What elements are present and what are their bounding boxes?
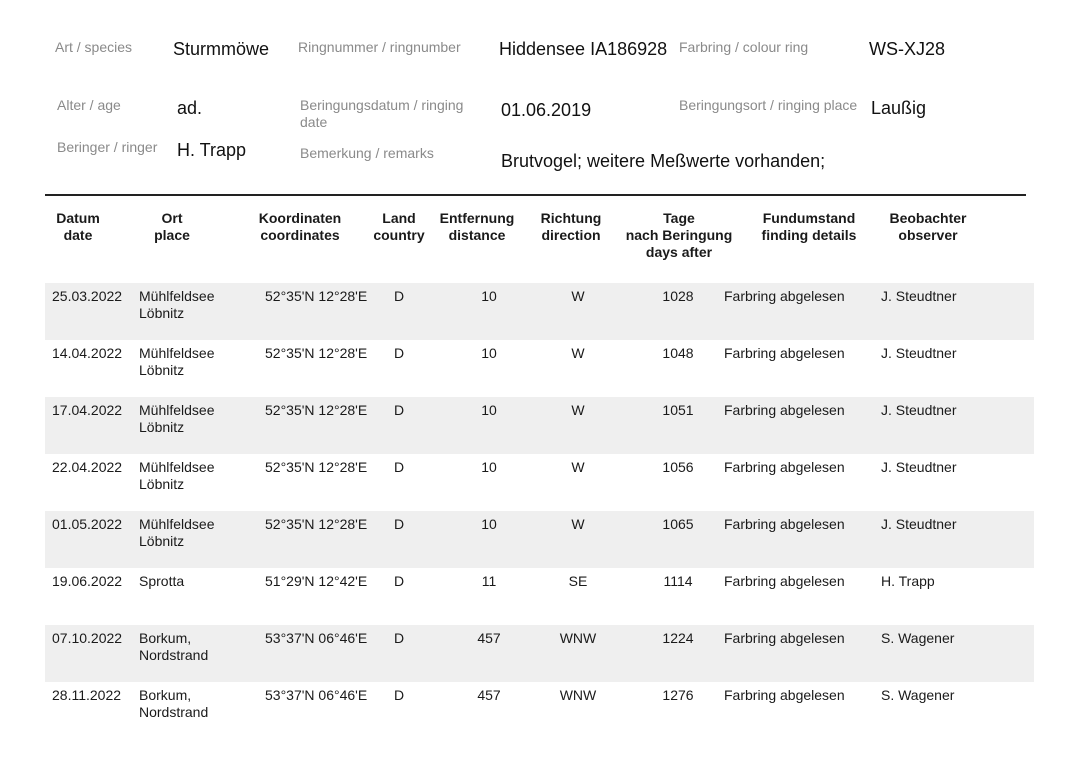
ringing-date-value: 01.06.2019 [501,100,592,120]
column-header-line: Koordinaten [258,210,342,226]
column-header-line: country [373,227,425,243]
days-cell: 1114 [663,573,693,589]
ringing-place-label: Beringungsort / ringing place [679,97,858,113]
country-cell: D [393,459,405,475]
place-line: Mühlfeldsee [139,345,215,361]
direction-cell: SE [568,573,588,589]
table-row [45,340,1034,397]
column-header-line: direction [541,227,601,243]
country-cell: D [393,687,405,703]
direction-cell: W [571,459,585,475]
remarks-value: Brutvogel; weitere Meßwerte vorhanden; [501,151,826,171]
date-cell: 28.11.2022 [52,687,122,703]
date-cell: 19.06.2022 [52,573,123,589]
place-cell [139,630,249,664]
days-cell: 1276 [662,687,694,703]
place-line: Löbnitz [139,362,185,378]
place-cell [139,288,249,322]
ringnumber-value: Hiddensee IA186928 [499,39,668,59]
column-header-line: nach Beringung [625,227,733,243]
coordinates-cell: 52°35'N 12°28'E [265,345,368,361]
country-cell: D [393,288,405,304]
column-header [858,210,998,244]
table-row [45,511,1034,568]
header-divider [45,194,1026,196]
distance-cell: 10 [481,288,497,304]
column-header-line: Richtung [540,210,602,226]
table-row [45,397,1034,454]
finding-details-cell: Farbring abgelesen [724,630,845,646]
country-cell: D [393,630,405,646]
column-header-line: coordinates [260,227,340,243]
date-cell: 22.04.2022 [52,459,123,475]
coordinates-cell: 52°35'N 12°28'E [265,459,368,475]
observer-cell: J. Steudtner [881,345,957,361]
distance-cell: 10 [481,459,497,475]
ringnumber-label: Ringnummer / ringnumber [298,39,461,55]
ringing-place-value: Laußig [871,98,927,118]
date-cell: 01.05.2022 [52,516,123,532]
finding-details-cell: Farbring abgelesen [724,345,845,361]
ringer-label: Beringer / ringer [57,139,158,155]
column-header-line: Tage [663,210,695,226]
place-cell [139,402,249,436]
place-cell [139,345,249,379]
table-row [45,682,1034,739]
observer-cell: J. Steudtner [881,402,957,418]
country-cell: D [393,402,405,418]
place-line: Borkum, [139,630,192,646]
place-line: Nordstrand [139,647,209,663]
finding-details-cell: Farbring abgelesen [724,288,845,304]
column-header-line: finding details [761,227,857,243]
observer-cell: S. Wagener [881,630,955,646]
direction-cell: W [571,288,585,304]
observer-cell: J. Steudtner [881,288,957,304]
table-row [45,568,1034,625]
species-label: Art / species [55,39,133,55]
place-cell [139,687,249,721]
coordinates-cell: 53°37'N 06°46'E [265,687,368,703]
column-header-line: distance [448,227,506,243]
finding-details-cell: Farbring abgelesen [724,687,845,703]
colour-ring-value: WS-XJ28 [869,39,946,59]
ringing-date-label: Beringungsdatum / ringing date [300,97,464,130]
remarks-label: Bemerkung / remarks [300,145,434,161]
place-line: Borkum, [139,687,192,703]
column-header [609,210,749,261]
days-cell: 1056 [662,459,694,475]
place-line: Sprotta [139,573,185,589]
place-line: Löbnitz [139,305,185,321]
place-line: Löbnitz [139,419,185,435]
direction-cell: WNW [559,630,597,646]
place-line: Nordstrand [139,704,209,720]
place-line: Mühlfeldsee [139,402,215,418]
column-header-line: Beobachter [889,210,967,226]
days-cell: 1028 [662,288,694,304]
days-cell: 1065 [662,516,694,532]
column-header-line: date [63,227,93,243]
coordinates-cell: 52°35'N 12°28'E [265,516,368,532]
coordinates-cell: 52°35'N 12°28'E [265,288,368,304]
observer-cell: H. Trapp [881,573,935,589]
days-cell: 1048 [662,345,694,361]
direction-cell: WNW [559,687,597,703]
ringer-value: H. Trapp [177,140,247,160]
distance-cell: 457 [477,630,501,646]
column-header-line: place [154,227,190,243]
days-cell: 1051 [662,402,694,418]
distance-cell: 10 [481,402,497,418]
country-cell: D [393,345,405,361]
finding-details-cell: Farbring abgelesen [724,516,845,532]
observer-cell: J. Steudtner [881,516,957,532]
direction-cell: W [571,516,585,532]
direction-cell: W [571,345,585,361]
place-line: Löbnitz [139,476,185,492]
date-cell: 25.03.2022 [52,288,123,304]
table-row [45,283,1034,340]
column-header-line: observer [898,227,958,243]
distance-cell: 11 [481,573,497,589]
finding-details-cell: Farbring abgelesen [724,573,845,589]
age-label: Alter / age [57,97,121,113]
age-value: ad. [177,98,203,118]
date-cell: 07.10.2022 [52,630,123,646]
days-cell: 1224 [662,630,694,646]
country-cell: D [393,573,405,589]
coordinates-cell: 52°35'N 12°28'E [265,402,368,418]
place-cell [139,459,249,493]
column-header-line: Land [382,210,416,226]
column-header-line: days after [645,244,713,260]
column-header-line: Ort [161,210,183,226]
place-line: Mühlfeldsee [139,516,215,532]
date-cell: 17.04.2022 [52,402,123,418]
place-line: Löbnitz [139,533,185,549]
coordinates-cell: 51°29'N 12°42'E [265,573,368,589]
column-header-line: Fundumstand [762,210,856,226]
place-line: Mühlfeldsee [139,459,215,475]
column-header-line: Datum [56,210,100,226]
observer-cell: J. Steudtner [881,459,957,475]
colour-ring-label: Farbring / colour ring [679,39,809,55]
finding-details-cell: Farbring abgelesen [724,459,845,475]
observer-cell: S. Wagener [881,687,955,703]
place-cell [139,516,249,550]
place-cell [139,573,249,590]
coordinates-cell: 53°37'N 06°46'E [265,630,368,646]
direction-cell: W [571,402,585,418]
place-line: Mühlfeldsee [139,288,215,304]
column-header-line: Entfernung [439,210,515,226]
finding-details-cell: Farbring abgelesen [724,402,845,418]
distance-cell: 10 [481,516,497,532]
column-header [102,210,242,244]
distance-cell: 10 [481,345,497,361]
species-value: Sturmmöwe [173,39,270,59]
table-row [45,625,1034,682]
date-cell: 14.04.2022 [52,345,123,361]
country-cell: D [393,516,405,532]
distance-cell: 457 [477,687,501,703]
table-row [45,454,1034,511]
